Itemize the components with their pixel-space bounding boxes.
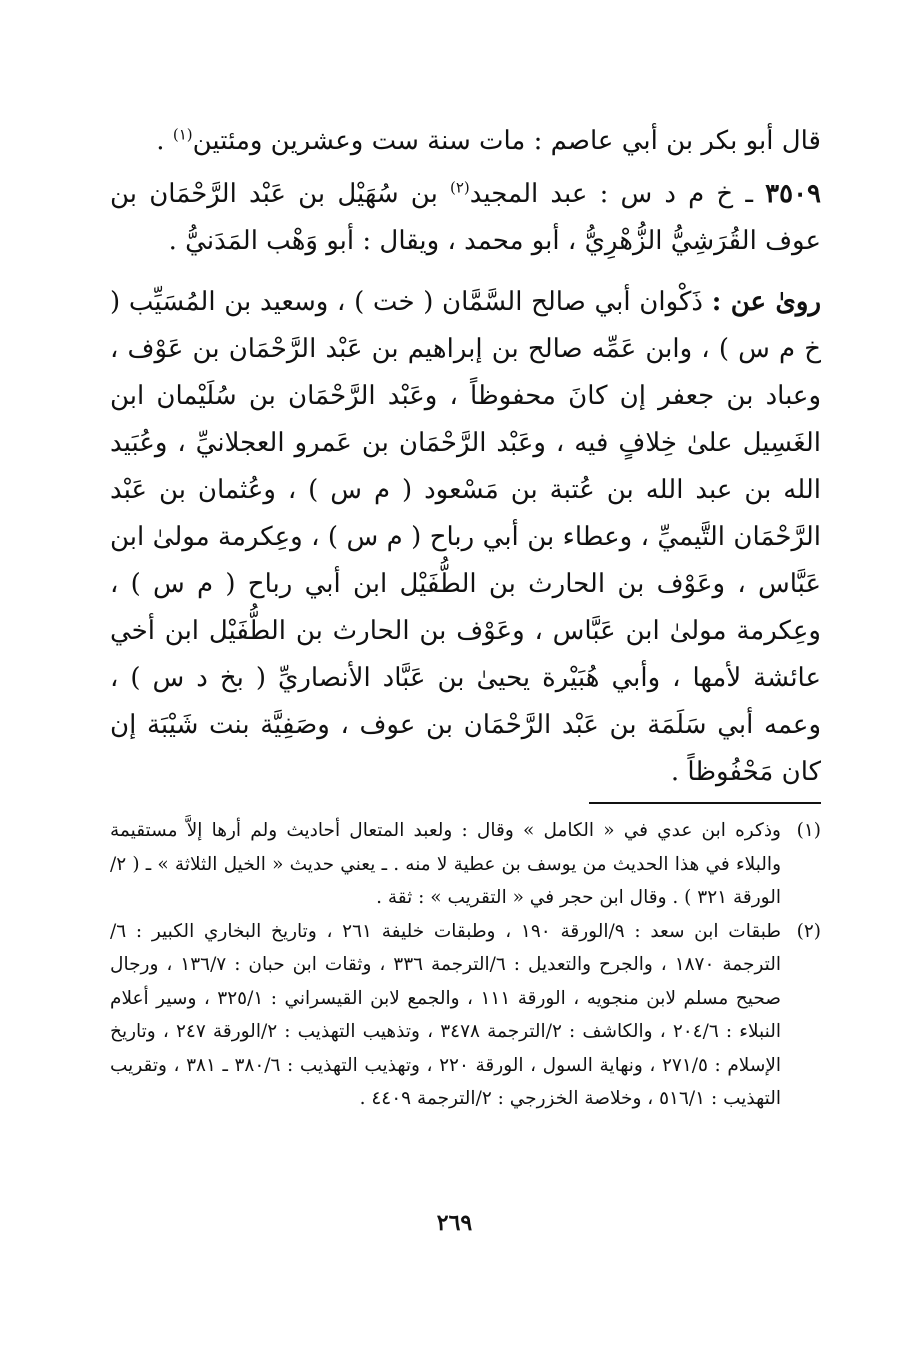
entry-heading-paragraph: [110, 171, 821, 265]
footnote-ref-1: (١): [172, 125, 193, 144]
footnote-mark: (١): [796, 820, 821, 841]
entry-heading-text: ـ خ م د س : عبد المجيد: [469, 179, 766, 209]
narrators-paragraph: [110, 279, 821, 796]
narrated-from-label: روىٰ عن :: [711, 287, 822, 317]
entry-number: ٣٥٠٩: [765, 179, 821, 209]
footnote: [110, 814, 821, 915]
entry-heading-rest: بن سُهَيْل بن عَبْد الرَّحْمَان بن عوف القُرَشِيُّ الزُّهْرِيُّ ، أبو محمد ، ويقال : أبو وَهْب المَدَنيُّ .: [110, 179, 821, 256]
page-number: ٢٦٩: [436, 1210, 473, 1236]
footnote: [110, 915, 821, 1116]
footnote-divider: [589, 802, 821, 804]
footnotes: [110, 814, 821, 1116]
opening-end: .: [156, 126, 173, 156]
opening-text: قال أبو بكر بن أبي عاصم : مات سنة ست وعشرين ومئتين: [192, 126, 821, 156]
main-text: [110, 118, 821, 810]
opening-paragraph: [110, 118, 821, 165]
footnote-mark: (٢): [796, 920, 821, 942]
footnote-ref-2: (٢): [450, 178, 470, 197]
narrators-text: ذَكْوان أبي صالح السَّمَّان ( خت ) ، وسعيد بن المُسَيِّب ( خ م س ) ، وابن عَمِّه صالح بن إبراهيم بن عَبْد الرَّحْمَان بن عَوْف ، وعباد بن جعفر إن كانَ محفوظاً ، وعَبْد الرَّحْمَان بن سُلَيْمان ابن الغَسِيل علىٰ خِلافٍ فيه ، وعَبْد الرَّحْمَان بن عَمرو العجلانيِّ ، وعُبَيد الله بن عبد الله بن عُتبة بن مَسْعود ( م س ) ، وعُثمان بن عَبْد الرَّحْمَان التَّيميِّ ، وعطاء بن أبي رباح ( م س ) ، وعِكرمة مولىٰ ابن عَبَّاس ، وعَوْف بن الحارث بن الطُّفَيْل ابن أبي رباح ( م س ) ، وعِكرمة مولىٰ ابن عَبَّاس ، وعَوْف بن الحارث بن الطُّفَيْل ابن أخي عائشة لأمها ، وأبي هُبَيْرة يحيىٰ بن عَبَّاد الأنصاريِّ ( بخ د س ) ، وعمه أبي سَلَمَة بن عَبْد الرَّحْمَان بن عوف ، وصَفِيَّة بنت شَيْبَة إن كان مَحْفُوظاً .: [110, 287, 821, 787]
footnote-text: طبقات ابن سعد : ٩/الورقة ١٩٠ ، وطبقات خليفة ٢٦١ ، وتاريخ البخاري الكبير : ٦/الترجمة ١٨٧٠ ، والجرح والتعديل : ٦/الترجمة ٣٣٦ ، وثقات ابن حبان : ١٣٦/٧ ، ورجال صحيح مسلم لابن منجويه ، الورقة ١١١ ، والجمع لابن القيسراني : ٣٢٥/١ ، وسير أعلام النبلاء : ٢٠٤/٦ ، والكاشف : ٢/الترجمة ٣٤٧٨ ، وتذهيب التهذيب : ٢/الورقة ٢٤٧ ، وتاريخ الإسلام : ٢٧١/٥ ، ونهاية السول ، الورقة ٢٢٠ ، وتهذيب التهذيب : ٣٨٠/٦ ـ ٣٨١ ، وتقريب التهذيب : ٥١٦/١ ، وخلاصة الخزرجي : ٢/الترجمة ٤٤٠٩ .: [110, 920, 782, 1109]
footnote-text: وذكره ابن عدي في « الكامل » وقال : ولعبد المتعال أحاديث ولم أرها إلاَّ مستقيمة والبلاء في هذا الحديث من يوسف بن عطية لا منه . ـ يعني حديث « الخيل الثلاثة » ـ ( ٢/الورقة ٣٢١ ) . وقال ابن حجر في « التقريب » : ثقة .: [110, 820, 781, 908]
